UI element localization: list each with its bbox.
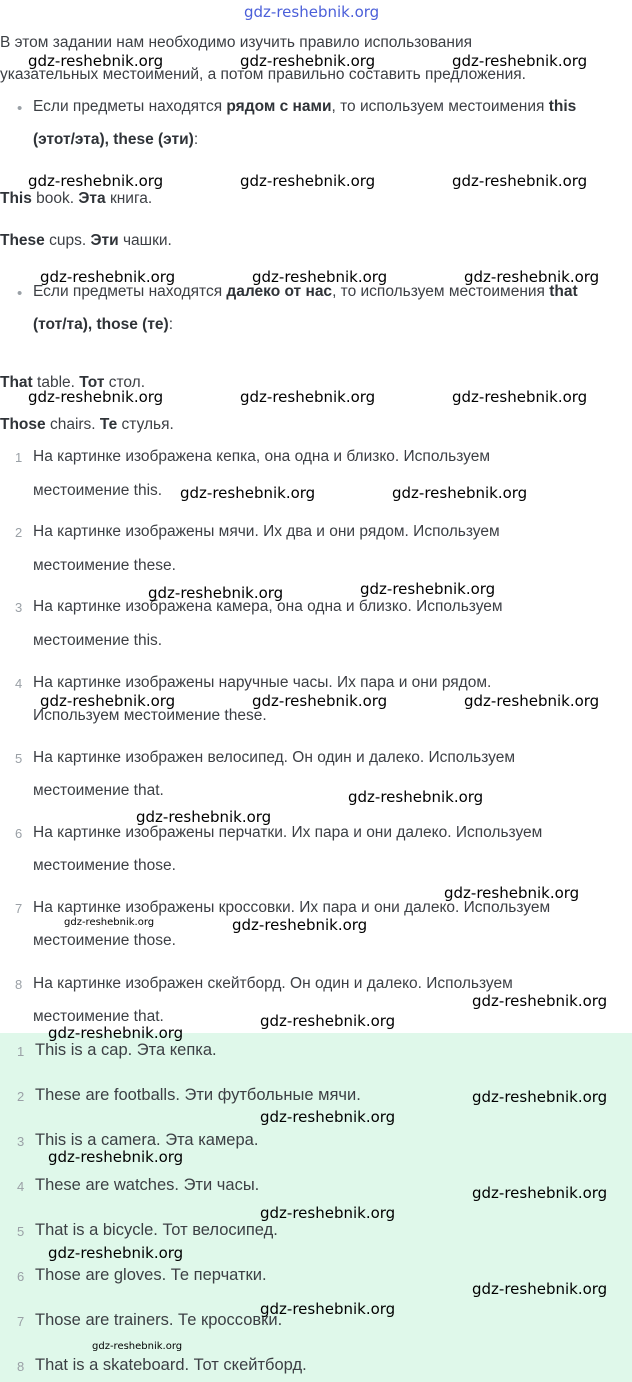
example-ru-word: стол. [104,374,146,391]
rule-far-pronoun: that [549,283,578,300]
explanation-number: 8 [15,977,23,992]
bullet-icon: • [17,285,23,302]
example-en-word: cups. [44,232,91,249]
answer-text: Those are trainers. Те кроссовки. [35,1311,283,1329]
rule-near-line-1 [33,98,576,116]
explanation-number: 7 [15,901,23,916]
answer-text: These are watches. Эти часы. [35,1176,260,1194]
watermark: gdz-reshebnik.org [48,1024,184,1042]
watermark: gdz-reshebnik.org [28,52,164,70]
rule-far-colon: : [168,316,174,333]
explanation-number: 5 [15,751,23,766]
watermark: gdz-reshebnik.org [360,580,496,598]
explanation-number: 3 [15,600,23,615]
watermark: gdz-reshebnik.org [40,692,176,710]
rule-near-text: Если предметы находятся [33,98,227,115]
example-ru-pronoun: Тот [79,374,105,391]
explanation-line: местоимение these. [33,557,176,574]
example-near-1 [0,190,152,208]
explanation-line: На картинке изображен скейтборд. Он один и далеко. Используем [33,975,513,992]
watermark: gdz-reshebnik.org [452,52,588,70]
answer-number: 4 [17,1179,25,1194]
watermark: gdz-reshebnik.org [28,172,164,190]
example-en-pronoun: These [0,232,45,249]
explanation-line: На картинке изображены кроссовки. Их пара и они далеко. Используем [33,899,551,916]
watermark: gdz-reshebnik.org [252,268,388,286]
explanation-line: местоимение those. [33,857,176,874]
example-ru-pronoun: Эта [78,190,106,207]
watermark: gdz-reshebnik.org [28,388,164,406]
site-watermark-header[interactable]: gdz-reshebnik.org [244,3,380,21]
example-ru-pronoun: Эти [90,232,119,249]
watermark: gdz-reshebnik.org [452,172,588,190]
intro-line-1: В этом задании нам необходимо изучить правило использования [0,34,473,51]
rule-near-line-2 [33,131,198,149]
watermark: gdz-reshebnik.org [472,1280,608,1298]
bullet-icon: • [17,100,23,117]
explanation-line: Используем местоимение these. [33,707,267,724]
explanation-number: 6 [15,826,23,841]
explanation-number: 4 [15,676,23,691]
watermark: gdz-reshebnik.org [472,992,608,1010]
watermark: gdz-reshebnik.org [392,484,528,502]
rule-near-colon: : [193,131,199,148]
explanation-line: местоимение that. [33,1008,164,1025]
example-ru-word: книга. [105,190,153,207]
rule-near-pronoun: this [548,98,577,115]
answer-number: 8 [17,1359,25,1374]
explanation-number: 1 [15,450,23,465]
rule-far-emphasis: далеко от нас [226,283,333,300]
explanation-line: местоимение those. [33,932,176,949]
explanation-line: местоимение this. [33,482,163,499]
example-near-2 [0,232,172,250]
explanation-number: 2 [15,525,23,540]
answer-number: 3 [17,1134,25,1149]
watermark: gdz-reshebnik.org [232,916,368,934]
answer-text: These are footballs. Эти футбольные мячи. [35,1086,361,1104]
rule-far-text-mid: , то используем местоимения [332,283,550,300]
watermark: gdz-reshebnik.org [452,388,588,406]
answer-text: That is a skateboard. Тот скейтборд. [35,1356,307,1374]
watermark: gdz-reshebnik.org [472,1184,608,1202]
watermark: gdz-reshebnik.org [148,584,284,602]
rule-far-text: Если предметы находятся [33,283,227,300]
rule-far-pronouns: (тот/та), those (те) [33,316,169,333]
example-en-word: book. [31,190,79,207]
watermark: gdz-reshebnik.org [260,1012,396,1030]
explanation-line: На картинке изображена кепка, она одна и близко. Используем [33,448,491,465]
rule-near-pronouns: (этот/эта), these (эти) [33,131,194,148]
watermark: gdz-reshebnik.org [92,1341,183,1352]
answer-number: 5 [17,1224,25,1239]
example-en-pronoun: That [0,374,33,391]
watermark: gdz-reshebnik.org [252,692,388,710]
watermark: gdz-reshebnik.org [136,808,272,826]
example-far-2 [0,416,174,434]
example-ru-word: стулья. [117,416,174,433]
watermark: gdz-reshebnik.org [240,52,376,70]
example-en-word: chairs. [45,416,100,433]
intro-line-2: указательных местоимений, а потом правильно составить предложения. [0,66,526,83]
answer-number: 1 [17,1044,25,1059]
answer-text: This is a cap. Эта кепка. [35,1041,217,1059]
example-ru-pronoun: Те [99,416,118,433]
explanation-line: На картинке изображены мячи. Их два и они рядом. Используем [33,523,500,540]
answer-number: 2 [17,1089,25,1104]
answer-text: Those are gloves. Те перчатки. [35,1266,267,1284]
explanation-line: На картинке изображен велосипед. Он один и далеко. Используем [33,749,515,766]
explanation-line: На картинке изображены перчатки. Их пара и они далеко. Используем [33,824,543,841]
answer-number: 6 [17,1269,25,1284]
rule-far-line-2 [33,316,173,334]
watermark: gdz-reshebnik.org [348,788,484,806]
explanation-line: местоимение that. [33,782,164,799]
watermark: gdz-reshebnik.org [444,884,580,902]
example-en-pronoun: This [0,190,32,207]
watermark: gdz-reshebnik.org [464,692,600,710]
watermark: gdz-reshebnik.org [260,1204,396,1222]
watermark: gdz-reshebnik.org [464,268,600,286]
example-en-pronoun: Those [0,416,46,433]
watermark: gdz-reshebnik.org [48,1244,184,1262]
watermark: gdz-reshebnik.org [180,484,316,502]
watermark: gdz-reshebnik.org [260,1300,396,1318]
explanation-line: На картинке изображена камера, она одна и близко. Используем [33,598,503,615]
watermark: gdz-reshebnik.org [240,388,376,406]
watermark: gdz-reshebnik.org [472,1088,608,1106]
watermark: gdz-reshebnik.org [240,172,376,190]
watermark: gdz-reshebnik.org [40,268,176,286]
example-en-word: table. [32,374,80,391]
watermark: gdz-reshebnik.org [64,917,155,928]
answer-number: 7 [17,1314,25,1329]
answer-text: This is a camera. Эта камера. [35,1131,259,1149]
watermark: gdz-reshebnik.org [48,1148,184,1166]
answer-text: That is a bicycle. Тот велосипед. [35,1221,278,1239]
explanation-line: На картинке изображены наручные часы. Их пара и они рядом. [33,674,492,691]
explanation-line: местоимение this. [33,632,163,649]
rule-near-text-mid: , то используем местоимения [331,98,549,115]
rule-near-emphasis: рядом с нами [226,98,332,115]
example-ru-word: чашки. [118,232,172,249]
watermark: gdz-reshebnik.org [260,1108,396,1126]
